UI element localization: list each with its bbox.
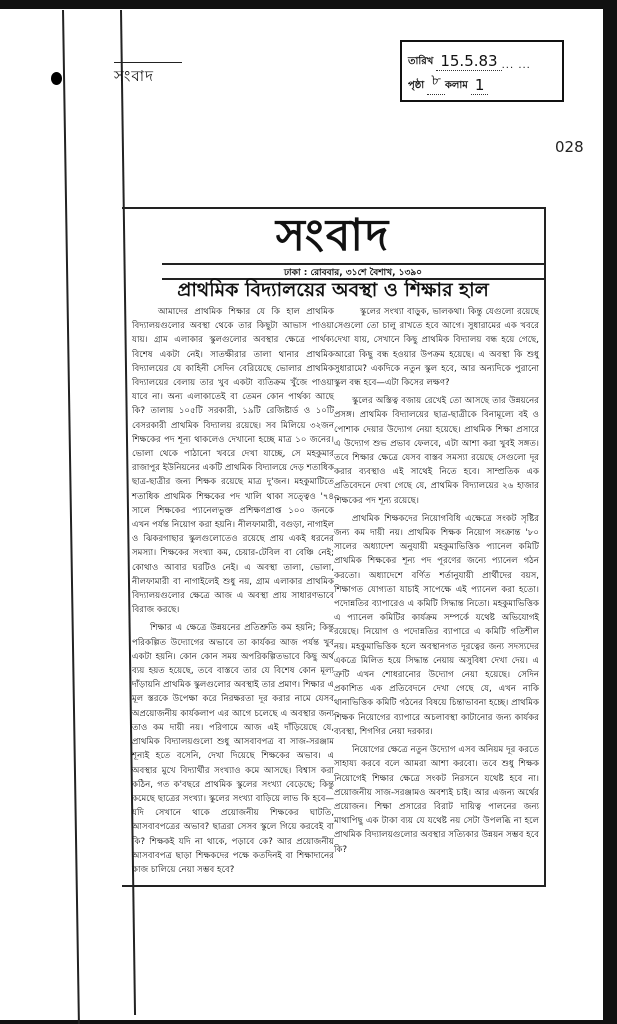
stamp-page-value: ৮: [427, 69, 445, 95]
binder-margin-line: [62, 10, 80, 1024]
punch-hole: [51, 72, 62, 85]
stamp-date-value: 15.5.83: [436, 52, 501, 71]
stamp-column-value: 1: [471, 76, 489, 95]
article-paragraph: আমাদের প্রাথমিক শিক্ষার যে কি হাল প্রাথমিক বিদ্যালয়গুলোর অবস্থা থেকে তার কিছুটা আভাস পাওয়া যায়। গ্রাম এলাকার স্কুলগুলোর অবস্থার ক্ষেত্রে পার্থক্য বিশেষ একটা নেই। সাতক্ষীরার তালা থানার প্রাথমিক বিদ্যালয়ের যে কাহিনী সেদিন বেরিয়েছে ভোলার প্রাথমিক বিদ্যালয়ের বেলায় তার খুব একটা ব্যতিক্রম খুঁজে পাওয়া যাবে না। অন্য এলাকাতেই বা তেমন কোন পার্থক্য আছে কি? তালায় ১০৫টি সরকারী, ১৯টি রেজিষ্টার্ড ও ১০টি বেসরকারী প্রাথমিক বিদ্যালয় রয়েছে। সব মিলিয়ে ৩২জন শিক্ষকের পদ শূন্য থাকলেও দেখানো হচ্ছে মাত্র ১০ জনের। ভোলা থেকে পাঠানো খবরে দেখা যাচ্ছে, সে মহকুমার রাজাপুর ইউনিয়নের একটি প্রাথমিক বিদ্যালয়ে দেড় শতাধিক ছাত্র-ছাত্রীর জন্য শিক্ষক রয়েছে মাত্র দু'জন। মহকুমাটিতে শতাধিক প্রাথমিক শিক্ষকের পদ খালি থাকা সত্ত্বেও '৭৪ সালে শিক্ষকের প্যানেলভুক্ত প্রশিক্ষণপ্রাপ্ত ১০০ জনকে এখন পর্যন্ত নিয়োগ করা হয়নি। নীলফামারী, বগুড়া, নাগাইল ও ঝিকরগাছার স্কুলগুলোতেও রয়েছে প্রায় একই ধরনের সমস্যা। শিক্ষকের সংখ্যা কম, চেয়ার-টেবিল বা বেঞ্চি নেই; কোথাও আবার ঘরটিও নেই। এ অবস্থা তালা, ভোলা, নীলফামারী বা নাগাইলেই শুধু নয়, গ্রাম এলাকার প্রাথমিক বিদ্যালয়গুলোর ক্ষেত্রে আজ এ অবস্থা প্রায় সাধারণভাবে বিরাজ করছে।: [132, 307, 334, 616]
article-paragraph: শিক্ষার এ ক্ষেত্রে উন্নয়নের প্রতিশ্রুতি কম হয়নি; কিন্তু পরিকল্পিত উদ্যোগের অভাবে তা কার্যকর আজ পর্যন্ত খুব একটা হয়নি। কোন কোন সময় অপরিকল্পিতভাবে কিছু অর্থ ব্যয় হয়ত হয়েছে, তবে বাস্তবে তার যে বিশেষ কোন মূল্য দাঁড়ায়নি প্রাথমিক স্কুলগুলোর অবস্থাই তার প্রমাণ। শিক্ষার এ মূল স্তরকে উপেক্ষা করে নিরক্ষরতা দূর করার নামে যেসব অপ্রয়োজনীয় কার্যকলাপ এর আগে চলেছে এ অবস্থার জন্য তাও কম দায়ী নয়। পরিণামে আজ এই দাঁড়িয়েছে যে, প্রাথমিক বিদ্যালয়গুলো শুধু আসবাবপত্র বা সাজ-সরঞ্জাম শূন্যই হতে বসেনি, দেখা দিয়েছে শিক্ষকের অভাব। এ অবস্থার মুখে বিদ্যার্থীর সংখ্যাও কমে আসছে। বিশ্বাস করা কঠিন, গত ক'বছরে প্রাথমিক স্কুলের সংখ্যা বেড়েছে; কিন্তু কমেছে ছাত্রের সংখ্যা। স্কুলের সংখ্যা বাড়িয়ে লাভ কি হবে—যদি সেখানে থাকে প্রয়োজনীয় শিক্ষকের ঘাটতি, আসবাবপত্রের অভাব? ছাত্ররা সেসব স্কুলে গিয়ে করবেই বা কি? শিক্ষকই যদি না থাকে, পড়াবে কে? আর প্রয়োজনীয় আসবাবপত্র ছাড়া শিক্ষকদের পক্ষে কতদিনই বা শিক্ষাদানের কাজ চালিয়ে নেয়া সম্ভব হবে?: [132, 623, 334, 875]
article-paragraph: প্রাথমিক শিক্ষকদের নিয়োগবিধি এক্ষেত্রে সংকট সৃষ্টির জন্য কম দায়ী নয়। প্রাথমিক শিক্ষক নিয়োগ সংক্রান্ত '৮০ সালের অধ্যাদেশ অনুযায়ী মহকুমাভিত্তিক প্যানেল কমিটি প্রাথমিক শিক্ষকের শূন্য পদ পূরণের জন্যে প্যানেল গঠন করতো। অধ্যাদেশে বর্ণিত শর্তানুযায়ী প্রার্থীদের বয়স, শিক্ষাগত যোগ্যতা যাচাই সাপেক্ষে এই প্যানেল করা হতো। পদোন্নতির ব্যাপারেও এ কমিটি সিদ্ধান্ত নিতো। মহকুমাভিত্তিক এ প্যানেল কমিটির কার্যক্রম সম্পর্কে যথেষ্ট অভিযোগই রয়েছে। নিয়োগ ও পদোন্নতির ব্যাপারে এ কমিটি গতিশীল নয়। মহকুমাভিত্তিক হলে অবস্থানগত দূরত্বের জন্য সদস্যদের একত্রে মিলিত হয়ে সিদ্ধান্ত নেয়ায় অসুবিধা দেখা দেয়। এ ত্রুটি এখন শোধরানোর উদ্যোগ নেয়া হয়েছে। সেদিন প্রকাশিত এক প্রতিবেদনে দেখা গেছে যে, এখন নাকি থানাভিত্তিক কমিটি গঠনের বিষয়ে চিন্তাভাবনা হচ্ছে। প্রাথমিক শিক্ষক নিয়োগের ব্যাপারে অচলাবস্থা কাটানোর জন্য কার্যকর ব্যবস্থা, শিগগির নেয়া দরকার।: [334, 513, 539, 737]
newspaper-clipping: [122, 207, 546, 887]
article-column-left: [132, 305, 334, 881]
stamp-column-label: কলাম: [444, 80, 468, 91]
scan-bottom-edge: [0, 1020, 617, 1024]
newspaper-masthead: সংবাদ: [275, 210, 391, 261]
stamp-page-row: [408, 71, 556, 95]
article-paragraph: নিয়োগের ক্ষেত্রে নতুন উদ্যোগ এসব অনিয়ম দূর করতে সাহায্য করবে বলে আমরা আশা করবো। তবে শুধু শিক্ষক নিয়োগেই শিক্ষার ক্ষেত্রে সংকট নিরসনে যথেষ্ট হবে না। প্রয়োজনীয় সাজ-সরঞ্জামও অবশ্যই চাই। আর এজন্য অর্থের প্রয়োজন। শিক্ষা প্রসারের বিরাট দায়িত্ব পালনের জন্য মাথাপিছু এক টাকা ব্যয় যে যথেষ্ট নয় সেটা উপলব্ধি না হলে প্রাথমিক বিদ্যালয়গুলোর অবস্থার সত্যিকার উন্নয়ন সম্ভব হবে কি?: [334, 745, 539, 855]
stamp-dots: ... ...: [501, 60, 531, 71]
stamp-date-row: [408, 47, 556, 71]
handwritten-source-label: সংবাদ: [114, 62, 182, 90]
date-stamp: [400, 40, 564, 102]
clipping-corner-fold: [532, 869, 546, 887]
archive-number: 028: [555, 138, 584, 156]
scan-right-edge: [603, 0, 617, 1024]
dateline: ঢাকা : রোববার, ৩১শে বৈশাখ, ১৩৯০: [283, 268, 423, 278]
article-column-right: [334, 305, 539, 861]
scan-top-edge: [0, 0, 617, 9]
editorial-headline: প্রাথমিক বিদ্যালয়ের অবস্থা ও শিক্ষার হাল: [177, 279, 489, 301]
article-paragraph: স্কুলের অস্তিত্ব বজায় রেখেই তো আসছে তার উন্নয়নের প্রসঙ্গ। প্রাথমিক বিদ্যালয়ের ছাত্র-ছাত্রীকে বিনামূল্যে বই ও পোশাক দেয়ার উদ্যোগ নেয়া হয়েছে। প্রাথমিক শিক্ষা প্রসারে এ উদ্যোগ শুভ প্রভাব ফেলবে, এটা আশা করা খুবই সঙ্গত। তবে শিক্ষার ক্ষেত্রে যেসব বাস্তব সমস্যা রয়েছে সেগুলো দূর করার ব্যবস্থাও এই সাথেই নিতে হবে। সাম্প্রতিক এক প্রতিবেদনে দেখা গেছে যে, প্রাথমিক বিদ্যালয়ের ২৬ হাজার শিক্ষকের পদ শূন্য রয়েছে।: [334, 396, 539, 506]
stamp-date-label: তারিখ: [408, 56, 434, 67]
stamp-page-label: পৃষ্ঠা: [408, 80, 425, 91]
article-paragraph: স্কুলের সংখ্যা বাড়ুক, ভালকথা। কিন্তু যেগুলো রয়েছে সেগুলো তো চালু রাখতে হবে আগে। সুধারামের এক খবরে দেখা যায়, সেখানে কিছু প্রাথমিক বিদ্যালয় বন্ধ হয়ে গেছে, আরো কিছু বন্ধ হওয়ার উপক্রম হয়েছে। এ অবস্থা কি শুধু সুধারামে? একদিকে নতুন স্কুল হবে, আর অন্যদিকে পুরানো স্কুল বন্ধ হবে—এটা কিসের লক্ষণ?: [334, 307, 539, 389]
